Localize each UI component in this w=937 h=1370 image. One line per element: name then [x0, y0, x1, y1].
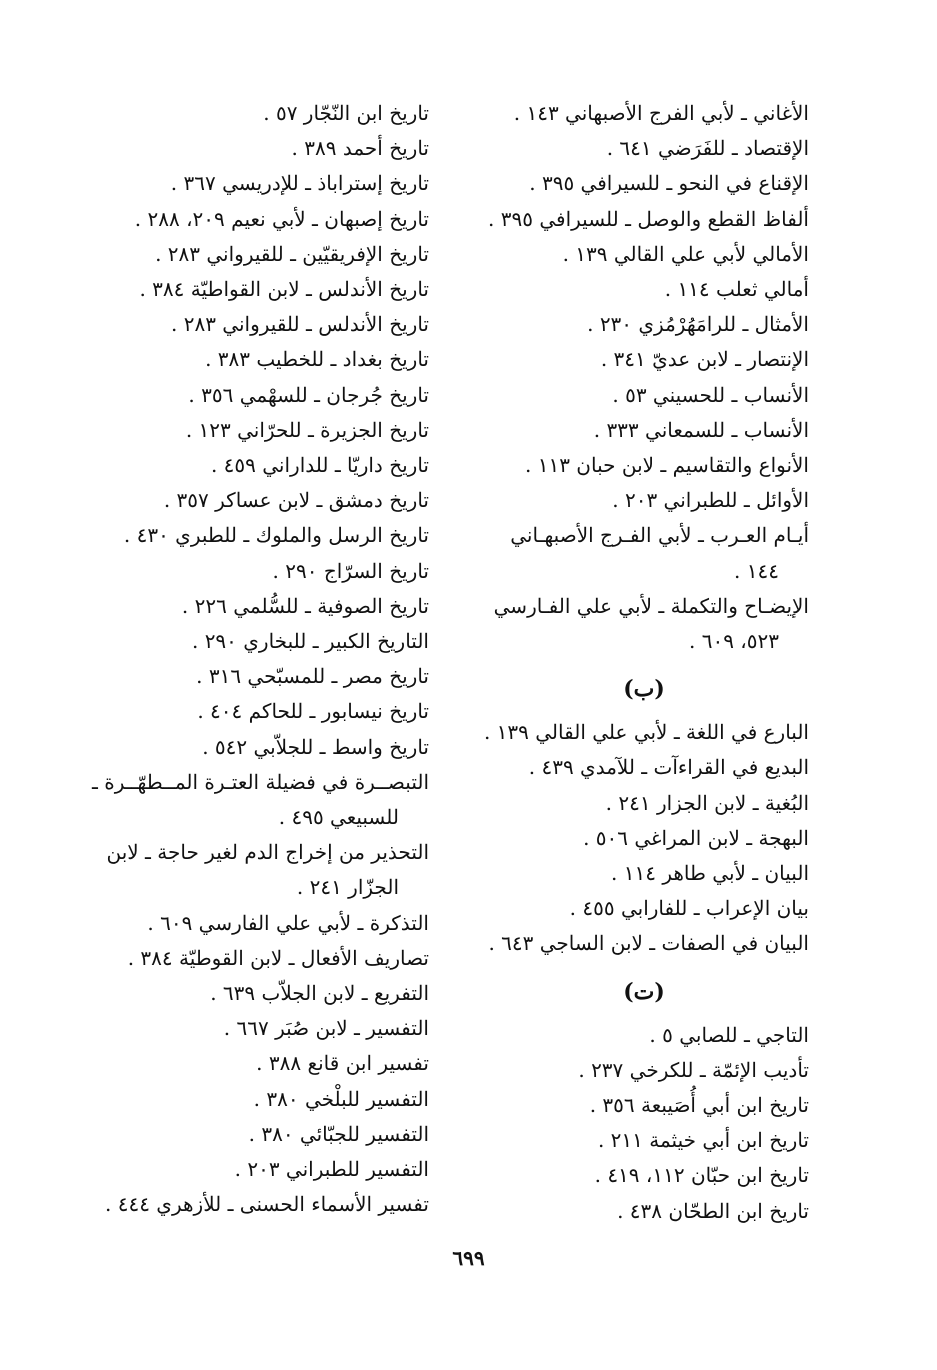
index-entry: الأغاني ـ لأبي الفرج الأصبهاني ١٤٣ . — [513, 101, 809, 125]
index-entry: التفسير للبلْخي ٣٨٠ . — [253, 1086, 429, 1111]
index-entry: ألفاظ القطع والوصل ـ للسيرافي ٣٩٥ . — [488, 206, 809, 231]
index-entry-continuation: ٥٢٣، ٦٠٩ . — [689, 629, 779, 654]
index-entry: الأنساب ـ للحسيني ٥٣ . — [612, 382, 809, 407]
index-entry-continuation: ١٤٤ . — [734, 558, 779, 583]
index-entry: البارع في اللغة ـ لأبي علي القالي ١٣٩ . — [483, 720, 809, 745]
index-entry: تاريخ ابن الطحّان ٤٣٨ . — [617, 1198, 809, 1223]
index-entry: البيان ـ لأبي طاهر ١١٤ . — [611, 861, 809, 886]
index-entry: البديع في القراءآت ـ للآمدي ٤٣٩ . — [528, 755, 809, 780]
index-entry: تاريخ مصر ـ للمسبّحي ٣١٦ . — [196, 664, 429, 689]
index-entry-wrapped: التبصــرة في فضيلة العتـرة المــطهّــرة ـ — [92, 769, 429, 794]
page-number: ٦٩٩ — [452, 1246, 485, 1270]
index-entry: الأوائل ـ للطبراني ٢٠٣ . — [612, 488, 809, 513]
index-entry: البهجة ـ لابن المراغي ٥٠٦ . — [583, 825, 809, 850]
index-entry: بيان الإعراب ـ للفارابي ٤٥٥ . — [569, 896, 809, 921]
index-entry: تاريخ الأندلس ـ لابن القواطيّة ٣٨٤ . — [139, 277, 429, 302]
index-entry: تاريخ السرّاج ٢٩٠ . — [272, 558, 429, 583]
index-entry: التاريخ الكبير ـ للبخاري ٢٩٠ . — [191, 629, 429, 654]
section-heading-ba: (ب) — [623, 676, 665, 703]
index-entry: تاريخ داريّا ـ للداراني ٤٥٩ . — [210, 453, 429, 478]
index-entry: تصاريف الأفعال ـ لابن القوطيّة ٣٨٤ . — [127, 945, 429, 970]
index-entry-continuation: الجزّار ٢٤١ . — [296, 875, 399, 900]
index-entry: الأنواع والتقاسيم ـ لابن حبان ١١٣ . — [525, 453, 809, 478]
index-entry: الإنتصار ـ لابن عديّ ٣٤١ . — [600, 347, 809, 372]
index-entry: تاريخ الرسل والملوك ـ للطبري ٤٣٠ . — [123, 523, 429, 548]
index-entry: تاريخ جُرجان ـ للسهْمي ٣٥٦ . — [188, 382, 429, 407]
index-entry-wrapped: الإيضـاح والتكملة ـ لأبي علي الفـارسي — [493, 593, 809, 618]
index-entry: الأمالي لأبي علي القالي ١٣٩ . — [562, 241, 809, 266]
index-entry: التاجي ـ للصابي ٥ . — [649, 1022, 809, 1047]
index-entry: تاريخ الإفريقيّين ـ للقيرواني ٢٨٣ . — [155, 241, 429, 266]
index-entry: تاريخ بغداد ـ للخطيب ٣٨٣ . — [205, 347, 429, 372]
index-entry: تاريخ الجزيرة ـ للحرّاني ١٢٣ . — [185, 417, 429, 442]
index-entry: التفسير للجبّائي ٣٨٠ . — [248, 1121, 429, 1146]
index-entry: التفسير للطبراني ٢٠٣ . — [234, 1157, 429, 1182]
index-entry: تاريخ إصبهان ـ لأبي نعيم ٢٠٩، ٢٨٨ . — [134, 206, 429, 231]
index-entry: تاريخ الصوفية ـ للسُّلمي ٢٢٦ . — [181, 593, 429, 618]
index-entry: التفريع ـ لابن الجلاّب ٦٣٩ . — [210, 981, 429, 1006]
index-entry: أمالي ثعلب ١١٤ . — [664, 277, 809, 302]
index-entry: التفسير ـ لابن صُبَر ٦٦٧ . — [223, 1016, 429, 1041]
index-entry: الإقناع في النحو ـ للسيرافي ٣٩٥ . — [529, 171, 809, 196]
index-column-left — [27, 96, 429, 1223]
index-entry-continuation: للسبيعي ٤٩٥ . — [278, 805, 399, 830]
index-entry: الأنساب ـ للسمعاني ٣٣٣ . — [593, 417, 809, 442]
index-entry: تاريخ ابن النّجّار ٥٧ . — [263, 101, 429, 125]
section-heading-ta: (ت) — [623, 978, 665, 1005]
index-entry: تاريخ الأندلس ـ للقيرواني ٢٨٣ . — [170, 312, 429, 337]
index-entry: تاريخ ابن أبي خيثمة ٢١١ . — [597, 1128, 809, 1153]
index-entry: البيان في الصفات ـ لابن الساجي ٦٤٣ . — [488, 931, 809, 956]
index-entry: التذكرة ـ لأبي علي الفارسي ٦٠٩ . — [147, 910, 429, 935]
index-entry-wrapped: أيـام العـرب ـ لأبي الفـرج الأصبهـاني — [510, 523, 809, 548]
index-entry: تأديب الإئمّة ـ للكرخي ٢٣٧ . — [578, 1057, 809, 1082]
index-entry: تفسير ابن قانع ٣٨٨ . — [256, 1051, 429, 1076]
index-entry: الإقتصاد ـ للفَرَضي ٦٤١ . — [606, 136, 809, 161]
index-entry: تاريخ ابن أبي أُصَيبعة ٣٥٦ . — [589, 1093, 809, 1118]
index-column-right — [479, 96, 809, 1229]
index-entry-wrapped: التحذير من إخراج الدم لغير حاجة ـ لابن — [106, 840, 429, 865]
index-entry: تاريخ واسط ـ للجلاّبي ٥٤٢ . — [202, 734, 429, 759]
index-entry: البُغية ـ لابن الجزار ٢٤١ . — [605, 790, 809, 815]
index-entry: تاريخ إستراباذ ـ للإدريسي ٣٦٧ . — [170, 171, 429, 196]
index-entry: تاريخ أحمد ٣٨٩ . — [291, 136, 429, 161]
index-entry: تاريخ دمشق ـ لابن عساكر ٣٥٧ . — [163, 488, 429, 513]
index-entry: تاريخ نيسابور ـ للحاكم ٤٠٤ . — [197, 699, 429, 724]
index-entry: تاريخ ابن حبّان ١١٢، ٤١٩ . — [594, 1163, 809, 1188]
index-entry: الأمثال ـ للرامَهُرْمُزي ٢٣٠ . — [587, 312, 809, 337]
index-entry: تفسير الأسماء الحسنى ـ للأزهري ٤٤٤ . — [104, 1192, 429, 1217]
